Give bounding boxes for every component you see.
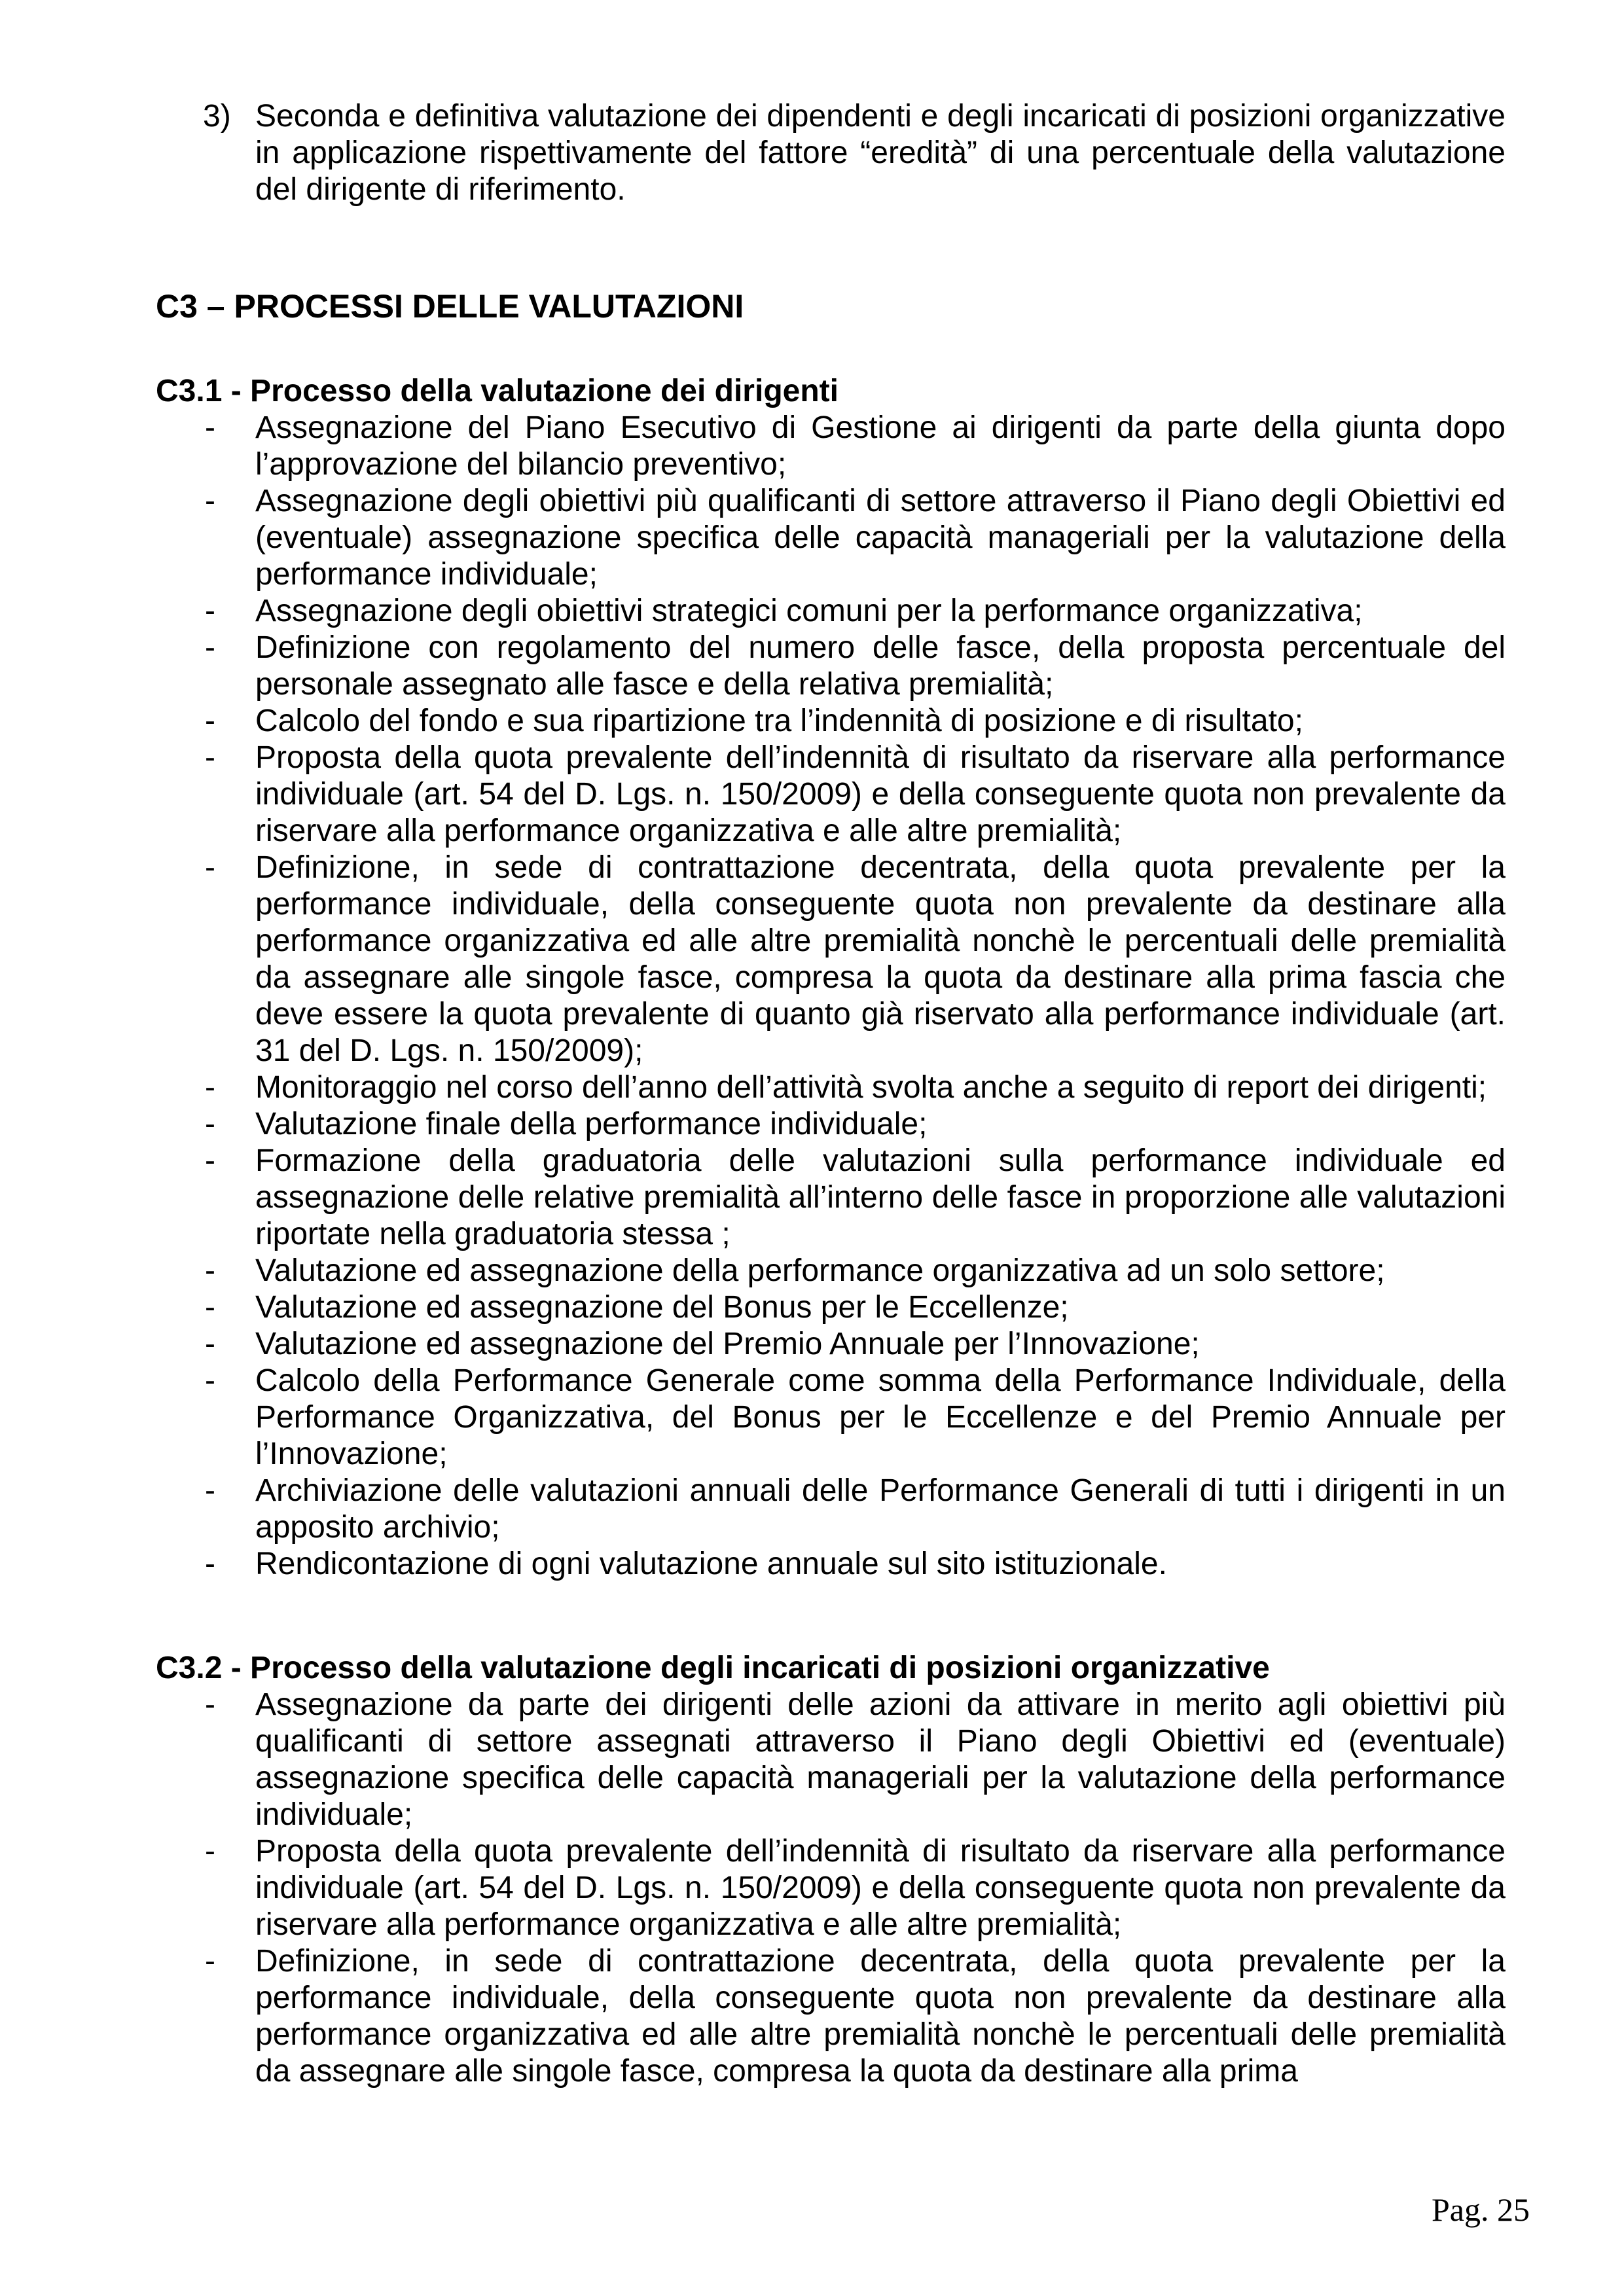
- bullet-list-c3-2: [156, 1687, 1506, 2090]
- bullet-dash: -: [205, 1327, 215, 1361]
- list-item: [156, 1687, 1506, 1833]
- list-item: [156, 1143, 1506, 1253]
- list-item: [156, 630, 1506, 703]
- list-item-text: Assegnazione degli obiettivi strategici comuni per la performance organizzativa;: [255, 594, 1363, 628]
- bullet-dash: -: [205, 410, 215, 445]
- list-item-text: Definizione, in sede di contrattazione decentrata, della quota prevalente per la performance individuale, della conseguente quota non prevalente da destinare alla performance organizzativa ed alle altre premialità nonchè le percentuali delle premialità da assegnare alle singole fasce, compresa la quota da destinare alla prima fascia che deve essere la quota prevalente di quanto già riservato alla performance individuale (art. 31 del D. Lgs. n. 150/2009);: [255, 850, 1506, 1068]
- list-item-text: Monitoraggio nel corso dell’anno dell’attività svolta anche a seguito di report dei dirigenti;: [255, 1070, 1487, 1105]
- list-item: [156, 703, 1506, 740]
- list-item-text: Valutazione ed assegnazione del Bonus per le Eccellenze;: [255, 1290, 1069, 1325]
- list-item-text: Proposta della quota prevalente dell’indennità di risultato da riservare alla performance individuale (art. 54 del D. Lgs. n. 150/2009) e della conseguente quota non prevalente da riservare alla performance organizzativa e alle altre premialità;: [255, 1834, 1506, 1942]
- list-item-text: Archiviazione delle valutazioni annuali delle Performance Generali di tutti i dirigenti in un apposito archivio;: [255, 1473, 1506, 1545]
- page-number: Pag. 25: [1432, 2191, 1530, 2228]
- list-item-text: Definizione con regolamento del numero delle fasce, della proposta percentuale del personale assegnato alle fasce e della relativa premialità;: [255, 630, 1506, 702]
- list-item-text: Calcolo della Performance Generale come somma della Performance Individuale, della Performance Organizzativa, del Bonus per le Eccellenze e del Premio Annuale per l’Innovazione;: [255, 1363, 1506, 1471]
- list-item: [156, 410, 1506, 483]
- bullet-dash: -: [205, 1687, 215, 1722]
- numbered-item-marker: 3): [203, 99, 231, 134]
- bullet-dash: -: [205, 1547, 215, 1581]
- list-item: [156, 1326, 1506, 1363]
- chapter-heading: C3 – PROCESSI DELLE VALUTAZIONI: [156, 288, 744, 325]
- list-item-text: Assegnazione degli obiettivi più qualificanti di settore attraverso il Piano degli Obiettivi ed (eventuale) assegnazione specifica delle capacità manageriali per la valutazione della performance individuale;: [255, 484, 1506, 592]
- list-item-text: Calcolo del fondo e sua ripartizione tra l’indennità di posizione e di risultato;: [255, 704, 1303, 738]
- list-item: [156, 1943, 1506, 2090]
- bullet-dash: -: [205, 1253, 215, 1288]
- bullet-dash: -: [205, 1834, 215, 1869]
- list-item-text: Assegnazione da parte dei dirigenti delle azioni da attivare in merito agli obiettivi più qualificanti di settore assegnati attraverso il Piano degli Obiettivi ed (eventuale) assegnazione specifica delle capacità manageriali per la valutazione della performance individuale;: [255, 1687, 1506, 1832]
- list-item: [156, 1253, 1506, 1289]
- bullet-dash: -: [205, 1143, 215, 1178]
- bullet-dash: -: [205, 1944, 215, 1979]
- page-content: [156, 98, 1506, 2090]
- list-item: [156, 1069, 1506, 1106]
- list-item: [156, 593, 1506, 630]
- section-heading-c3-1: C3.1 - Processo della valutazione dei dirigenti: [156, 374, 839, 408]
- bullet-dash: -: [205, 1070, 215, 1105]
- bullet-dash: -: [205, 630, 215, 665]
- list-item-text: Definizione, in sede di contrattazione decentrata, della quota prevalente per la performance individuale, della conseguente quota non prevalente da destinare alla performance organizzativa ed alle altre premialità nonchè le percentuali delle premialità da assegnare alle singole fasce, compresa la quota da destinare alla prima: [255, 1944, 1506, 2089]
- list-item-text: Assegnazione del Piano Esecutivo di Gestione ai dirigenti da parte della giunta dopo l’approvazione del bilancio preventivo;: [255, 410, 1506, 482]
- numbered-item-text: Seconda e definitiva valutazione dei dipendenti e degli incaricati di posizioni organizzative in applicazione rispettivamente del fattore “eredità” di una percentuale della valutazione del dirigente di riferimento.: [255, 99, 1506, 207]
- list-item-text: Valutazione ed assegnazione della performance organizzativa ad un solo settore;: [255, 1253, 1385, 1288]
- bullet-dash: -: [205, 1107, 215, 1141]
- list-item-text: Proposta della quota prevalente dell’indennità di risultato da riservare alla performance individuale (art. 54 del D. Lgs. n. 150/2009) e della conseguente quota non prevalente da riservare alla performance organizzativa e alle altre premialità;: [255, 740, 1506, 848]
- bullet-dash: -: [205, 1363, 215, 1398]
- page-footer: [1432, 2193, 1530, 2227]
- list-item: [156, 850, 1506, 1069]
- bullet-dash: -: [205, 594, 215, 628]
- bullet-dash: -: [205, 740, 215, 775]
- list-item: [156, 483, 1506, 593]
- list-item-text: Valutazione ed assegnazione del Premio Annuale per l’Innovazione;: [255, 1327, 1200, 1361]
- list-item: [156, 1833, 1506, 1943]
- list-item: [156, 740, 1506, 850]
- bullet-list-c3-1: [156, 410, 1506, 1583]
- bullet-dash: -: [205, 484, 215, 518]
- list-item: [156, 1289, 1506, 1326]
- list-item-text: Valutazione finale della performance individuale;: [255, 1107, 928, 1141]
- list-item-text: Formazione della graduatoria delle valutazioni sulla performance individuale ed assegnazione delle relative premialità all’interno delle fasce in proporzione alle valutazioni riportate nella graduatoria stessa ;: [255, 1143, 1506, 1251]
- list-item: [156, 1546, 1506, 1583]
- bullet-dash: -: [205, 704, 215, 738]
- bullet-dash: -: [205, 1473, 215, 1508]
- numbered-item: [156, 98, 1506, 208]
- list-item-text: Rendicontazione di ogni valutazione annuale sul sito istituzionale.: [255, 1547, 1167, 1581]
- list-item: [156, 1363, 1506, 1473]
- bullet-dash: -: [205, 850, 215, 885]
- bullet-dash: -: [205, 1290, 215, 1325]
- list-item: [156, 1473, 1506, 1546]
- section-heading-c3-2: C3.2 - Processo della valutazione degli incaricati di posizioni organizzative: [156, 1651, 1270, 1685]
- list-item: [156, 1106, 1506, 1143]
